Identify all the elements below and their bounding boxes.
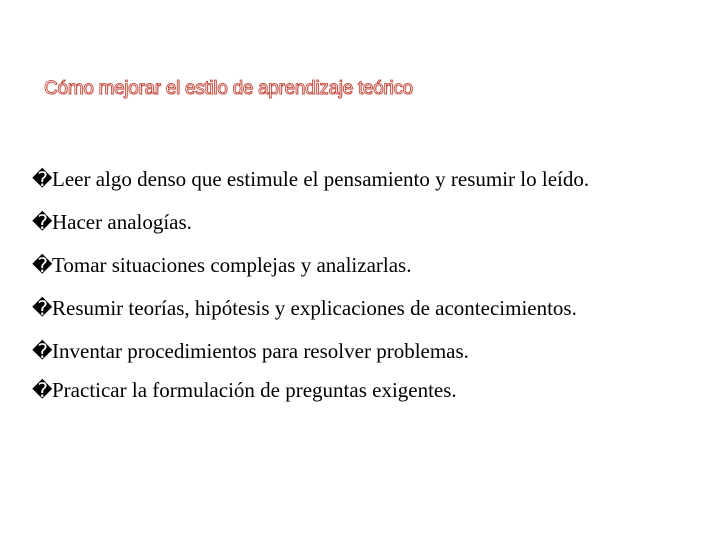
bullet-list <box>32 167 672 424</box>
bullet-text: Inventar procedimientos para resolver problemas. <box>52 339 469 363</box>
list-item <box>32 210 672 234</box>
list-item <box>32 339 672 363</box>
bullet-text: Leer algo denso que estimule el pensamiento y resumir lo leído. <box>52 167 590 191</box>
bullet-text: Practicar la formulación de preguntas exigentes. <box>52 378 457 402</box>
slide-title: Cómo mejorar el estilo de aprendizaje teórico <box>44 78 413 99</box>
bullet-text: Resumir teorías, hipótesis y explicaciones de acontecimientos. <box>52 296 577 320</box>
list-item <box>32 378 672 402</box>
bullet-text: Hacer analogías. <box>52 210 192 234</box>
bullet-marker-icon: � <box>32 210 53 234</box>
list-item <box>32 167 672 191</box>
bullet-marker-icon: � <box>32 339 53 363</box>
bullet-marker-icon: � <box>32 378 53 402</box>
bullet-marker-icon: � <box>32 167 53 191</box>
bullet-marker-icon: � <box>32 296 53 320</box>
bullet-marker-icon: � <box>32 253 53 277</box>
list-item <box>32 296 672 320</box>
list-item <box>32 253 672 277</box>
bullet-text: Tomar situaciones complejas y analizarlas. <box>52 253 412 277</box>
